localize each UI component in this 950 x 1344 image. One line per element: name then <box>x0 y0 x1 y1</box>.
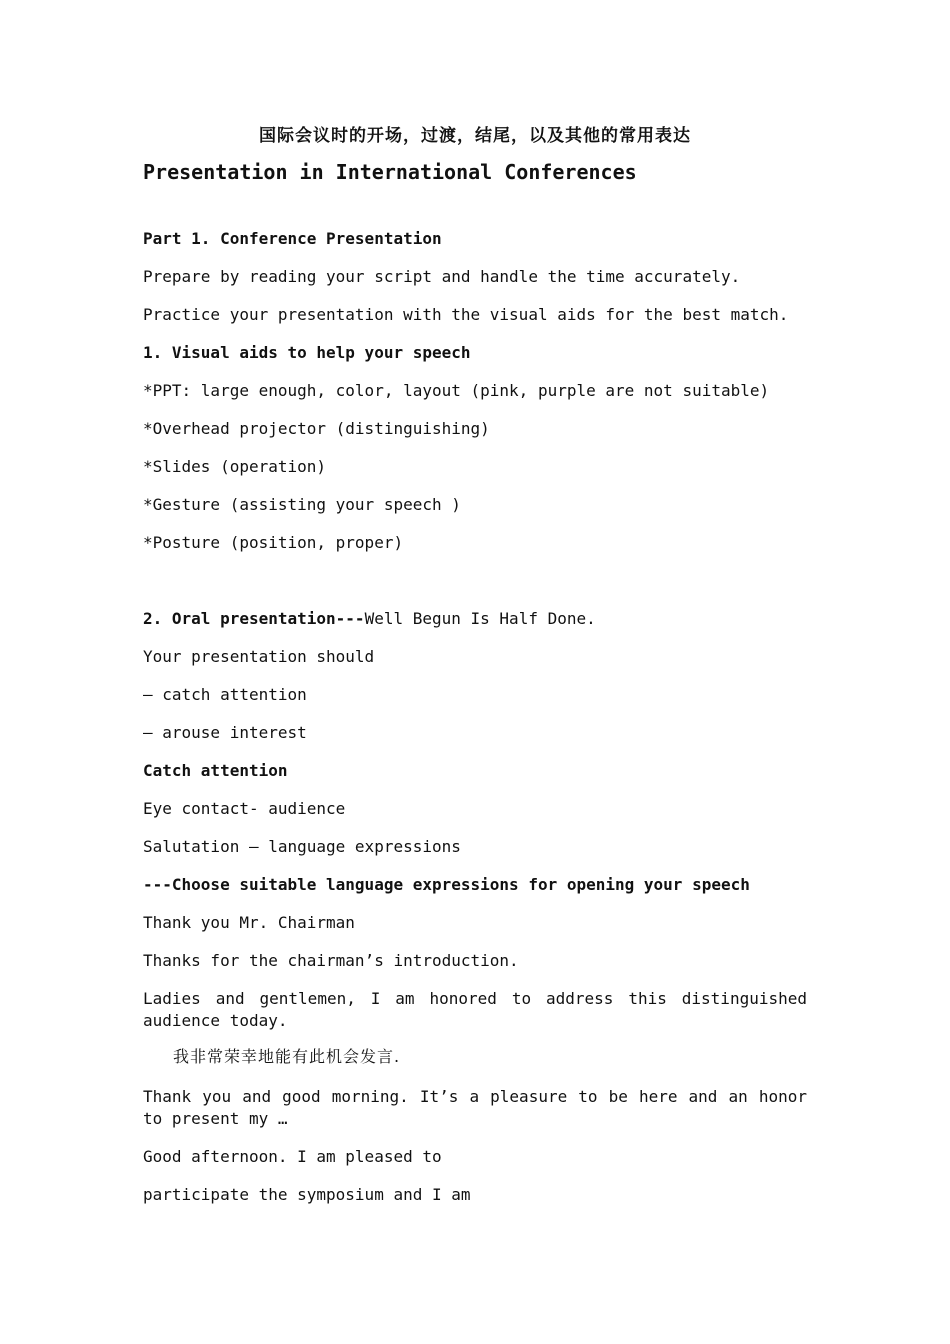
list-item: *PPT: large enough, color, layout (pink, purple are not suitable) <box>143 381 770 400</box>
paragraph-thanks-introduction: Thanks for the chairman’s introduction. <box>143 951 519 970</box>
part1-heading: Part 1. Conference Presentation <box>143 229 442 248</box>
list-item: *Overhead projector (distinguishing) <box>143 419 490 438</box>
list-item: *Posture (position, proper) <box>143 533 404 552</box>
paragraph-good-morning: Thank you and good morning. It’s a pleasure to be here and an honor to present my … <box>143 1087 807 1128</box>
paragraph-eye-contact: Eye contact- audience <box>143 799 346 818</box>
oral-heading-bold: 2. Oral presentation--- <box>143 609 365 628</box>
list-item: — arouse interest <box>143 723 307 742</box>
document-title: Presentation in International Conferences <box>143 160 637 184</box>
section-heading-oral-presentation <box>143 608 596 630</box>
paragraph-practice: Practice your presentation with the visual aids for the best match. <box>143 305 789 324</box>
paragraph-thank-chairman: Thank you Mr. Chairman <box>143 913 355 932</box>
paragraph-salutation: Salutation – language expressions <box>143 837 461 856</box>
oral-heading-proverb: Well Begun Is Half Done. <box>364 609 596 628</box>
list-item: — catch attention <box>143 685 307 704</box>
subheading-choose-expressions: ---Choose suitable language expressions for opening your speech <box>143 875 750 894</box>
section-heading-visual-aids: 1. Visual aids to help your speech <box>143 343 471 362</box>
list-item: *Slides (operation) <box>143 457 327 476</box>
paragraph-chinese-translation: 我非常荣幸地能有此机会发言. <box>173 1047 401 1066</box>
chinese-title: 国际会议时的开场，过渡，结尾，以及其他的常用表达 <box>259 126 691 146</box>
subheading-catch-attention: Catch attention <box>143 761 288 780</box>
paragraph-ladies-gentlemen: Ladies and gentlemen, I am honored to address this distinguished audience today. <box>143 989 807 1030</box>
paragraph-prepare: Prepare by reading your script and handle the time accurately. <box>143 267 741 286</box>
list-item: *Gesture (assisting your speech ) <box>143 495 461 514</box>
paragraph-good-afternoon: Good afternoon. I am pleased to <box>143 1147 442 1166</box>
paragraph-participate: participate the symposium and I am <box>143 1185 471 1204</box>
paragraph-should: Your presentation should <box>143 647 375 666</box>
